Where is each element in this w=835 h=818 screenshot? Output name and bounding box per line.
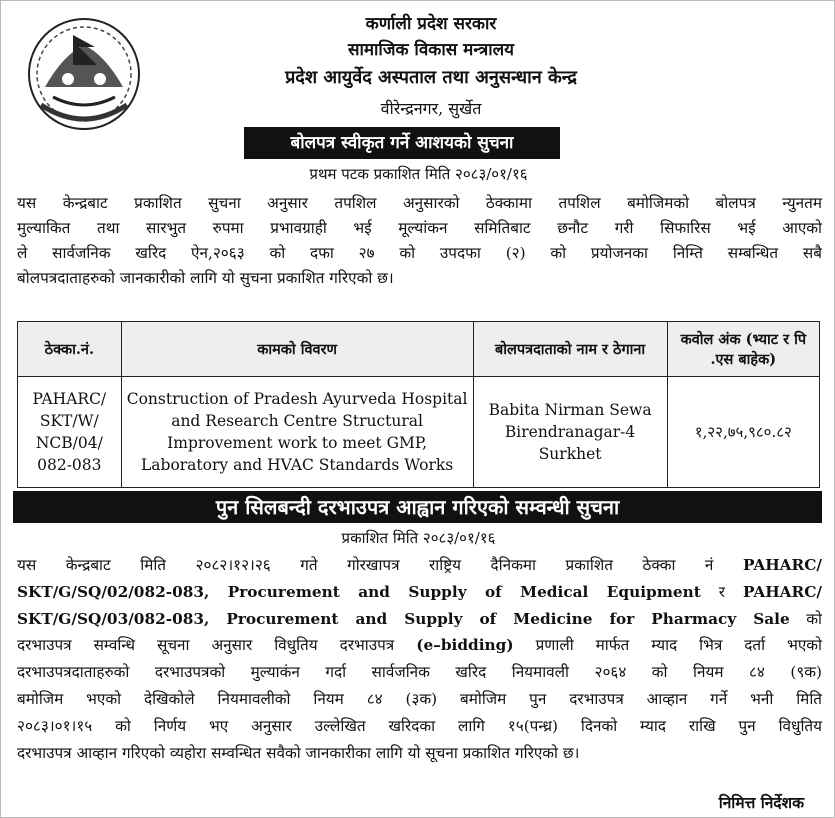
cell-contract-no: PAHARC/ SKT/W/ NCB/04/ 082-083 [18, 377, 122, 488]
text-span: को [789, 609, 822, 628]
nepal-government-emblem-icon [23, 15, 145, 133]
header-location: वीरेन्द्रनगर, सुर्खेत [380, 99, 482, 118]
signature-label: निमित्त निर्देशक [718, 793, 804, 812]
notice1-line: ले सार्वजनिक खरिद ऐन,२०६३ को दफा २७ को उपदफा (२) को प्रयोजनका निम्ति सम्बन्धित सबै [17, 244, 822, 262]
contract-ref: SKT/G/SQ/03/082-083, Procurement and Supply of Medicine for Pharmacy Sale [17, 609, 790, 628]
notice2-line [17, 606, 822, 633]
notice1-line: मुल्याकित तथा सारभुत रुपमा प्रभावग्राही भई मूल्यांकन समितिबाट छनौट गरी सिफारिस भई आएको [17, 219, 822, 237]
notice2-line [17, 552, 822, 579]
contract-table [17, 321, 820, 488]
header-ministry: सामाजिक विकास मन्त्रालय [347, 40, 515, 60]
notice2-paragraph [17, 552, 822, 766]
notice2-title: पुन सिलबन्दी दरभाउपत्र आह्वान गरिएको सम्वन्धी सुचना [13, 491, 822, 523]
cell-description: Construction of Pradesh Ayurveda Hospital and Research Centre Structural Improvement work to meet GMP, Laboratory and HVAC Standards Works [121, 377, 473, 488]
contract-ref: PAHARC/ [742, 582, 822, 601]
header-description: कामको विवरण [121, 322, 473, 377]
notice2-line: बमोजिम भएको देखिकोले नियमावलीको नियम ८४ (३क) बमोजिम पुन दरभाउपत्र आव्हान गर्ने भनी मिति [17, 689, 822, 708]
table-row [18, 377, 820, 488]
notice2-line: दरभाउपत्र आव्हान गरिएको व्यहोरा सम्वन्धित सवैको जानकारीका लागि यो सूचना प्रकाशित गरिएको छ। [17, 743, 580, 762]
text-span: र [700, 582, 743, 601]
header-contract-no: ठेक्का.नं. [18, 322, 122, 377]
notice1-line: यस केन्द्रबाट प्रकाशित सुचना अनुसार तपशिल अनुसारको ठेक्कामा तपशिल बमोजिमको बोलपत्र न्युनतम [17, 194, 822, 212]
notice2-line [17, 632, 822, 659]
notice1-title: बोलपत्र स्वीकृत गर्ने आशयको सुचना [244, 127, 560, 159]
cell-amount: १,२२,७५,९८०.८२ [667, 377, 819, 488]
notice1-paragraph [17, 191, 822, 291]
e-bidding-label: (e–bidding) [416, 636, 514, 655]
notice2-line: दरभाउपत्रदाताहरुको दरभाउपत्रको मुल्याकंन गर्दा सार्वजनिक खरिद नियमावली २०६४ को नियम ८४ (९क) [17, 663, 822, 682]
text-span: दरभाउपत्र सम्वन्धि सूचना अनुसार विधुतिय दरभाउपत्र [17, 636, 417, 655]
notice1-line: बोलपत्रदाताहरुको जानकारीको लागि यो सुचना प्रकाशित गरिएको छ। [17, 269, 394, 287]
notice2-date: प्रकाशित मिति २०८३/०१/१६ [341, 529, 496, 547]
cell-bidder: Babita Nirman Sewa Birendranagar-4 Surkhet [473, 377, 667, 488]
header-province: कर्णाली प्रदेश सरकार [365, 14, 497, 34]
table-header-row [18, 322, 820, 377]
notice2-line [17, 579, 822, 606]
text-span: यस केन्द्रबाट मिति २०८२।१२।२६ गते गोरखापत्र राष्ट्रिय दैनिकमा प्रकाशित ठेक्का नं [17, 556, 743, 574]
notice2-line: २०८३।०१।१५ को निर्णय भए अनुसार उल्लेखित खरिदका लागि १५(पन्ध्र) दिनको म्याद राखि पुन विधुतिय [17, 716, 822, 735]
header-amount: कवोल अंक (भ्याट र पि .एस बाहेक) [667, 322, 819, 377]
header-bidder: बोलपत्रदाताको नाम र ठेगाना [473, 322, 667, 377]
contract-ref: PAHARC/ [742, 556, 822, 574]
notice1-date: प्रथम पटक प्रकाशित मिति २०८३/०१/१६ [309, 165, 528, 183]
contract-ref: SKT/G/SQ/02/082-083, Procurement and Supply of Medical Equipment [17, 582, 701, 601]
text-span: प्रणाली मार्फत म्याद भित्र दर्ता भएको [513, 636, 822, 655]
header-hospital: प्रदेश आयुर्वेद अस्पताल तथा अनुसन्धान केन्द्र [285, 67, 577, 88]
